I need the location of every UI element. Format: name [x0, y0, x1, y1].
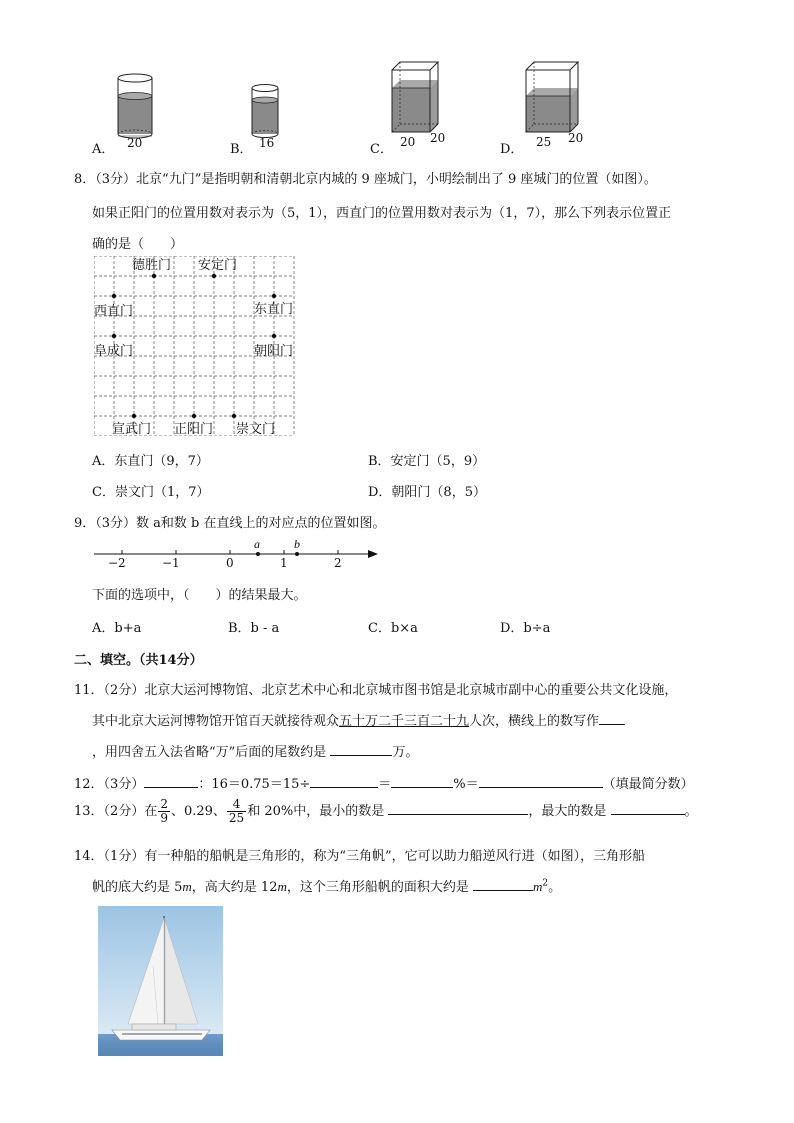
q11-line1: 11．（2分）北京大运河博物馆、北京艺术中心和北京城市图书馆是北京城市副中心的重要公共文化设施， [74, 683, 678, 698]
gate-desheng: 德胜门 [132, 258, 172, 273]
q7-dim-c: 20 [400, 135, 416, 149]
q8-option-c[interactable]: C．崇文门（1，7） [92, 485, 210, 500]
q14-unit-m-1: m [182, 879, 192, 894]
gate-anding: 安定门 [198, 258, 238, 273]
q14-end: 。 [548, 880, 562, 895]
q11-line2-post: 人次，横线上的数写作 [469, 714, 600, 729]
q7-dim-c2: 20 [430, 131, 446, 145]
gate-xuanwu: 宣武门 [112, 422, 152, 437]
q9-stem: 9．（3分）数 a和数 b 在直线上的对应点的位置如图。 [74, 516, 386, 531]
q13-blank-smallest[interactable] [388, 802, 528, 815]
q12-blank-4[interactable] [479, 775, 603, 788]
q14-line2-post: ，这个三角形船帆的面积大约是 [286, 880, 469, 895]
q13-mid2: 和 20%中，最小的数是 [247, 804, 385, 819]
q12-blank-2[interactable] [310, 775, 378, 788]
q8-option-b[interactable]: B．安定门（5，9） [368, 454, 486, 469]
q8-option-d[interactable]: D．朝阳门（8，5） [368, 485, 486, 500]
q13-f1-den: 9 [160, 811, 168, 825]
tick-label-2: 2 [334, 556, 342, 570]
q7-option-b-letter[interactable]: B． [230, 142, 253, 157]
q11-line3-text: ，用四舍五入法省略“万”后面的尾数约是 [92, 745, 327, 760]
q13-end: 。 [684, 804, 698, 819]
q7-dim-d2: 20 [568, 131, 584, 145]
q14-line2 [92, 876, 561, 895]
q11-line2 [92, 710, 625, 729]
q14-line2-pre: 帆的底大约是 5 [92, 880, 183, 895]
q14-unit-m-2: m [277, 879, 287, 894]
q11-line2-pre: 其中北京大运河博物馆开馆百天就接待观众 [92, 714, 340, 729]
q12-prefix: 12．（3分） [74, 777, 145, 792]
q8-stem-line3: 确的是（ ） [92, 237, 184, 252]
tick-label-0: 0 [226, 556, 234, 570]
q13-f1-num: 2 [160, 797, 168, 811]
q7-option-c-letter[interactable]: C． [370, 142, 393, 157]
q12-suffix: （填最简分数） [602, 777, 694, 792]
tick-label-neg2: −2 [108, 556, 126, 570]
q7-dim-b: 16 [259, 136, 275, 150]
gate-chaoyang: 朝阳门 [254, 344, 294, 359]
q13-mid3: ，最大的数是 [528, 804, 607, 819]
tick-label-neg1: −1 [162, 556, 180, 570]
q9-option-b[interactable]: B．b - a [228, 621, 280, 636]
q12-part2: ＝ [378, 777, 392, 792]
q8-gate-grid [94, 256, 296, 436]
q8-stem-line2: 如果正阳门的位置用数对表示为（5，1），西直门的位置用数对表示为（1，7），那么下列表示位置正 [92, 206, 672, 221]
q9-option-c[interactable]: C．b×a [368, 621, 418, 636]
q14-sup-2: 2 [542, 878, 549, 889]
q7-option-d-letter[interactable]: D． [500, 142, 524, 157]
gate-fucheng: 阜成门 [94, 344, 134, 359]
q13-f2-den: 25 [228, 811, 245, 825]
tick-label-1: 1 [280, 556, 288, 570]
q13-fraction-2 [227, 798, 246, 825]
gate-dongzhi: 东直门 [254, 302, 294, 317]
q13-blank-largest[interactable] [611, 802, 685, 815]
q11-answer-blank-2[interactable] [330, 743, 392, 756]
q9-number-line [92, 536, 384, 574]
q7-option-a-letter[interactable]: A． [92, 142, 115, 157]
q9-option-a[interactable]: A．b+a [92, 621, 142, 636]
q9-question: 下面的选项中，（ ）的结果最大。 [92, 588, 307, 603]
q8-stem-line1: 8．（3分）北京“九门”是指明朝和清朝北京内城的 9 座城门，小明绘制出了 9 座城门的位置（如图）。 [74, 172, 657, 187]
gate-zhengyang: 正阳门 [174, 422, 214, 437]
q12-line [74, 773, 694, 792]
q13-fraction-1 [158, 798, 170, 825]
q12-part1: ：16＝0.75＝15÷ [198, 777, 311, 792]
q14-unit-m2: m [533, 879, 543, 894]
sailboat-photo [98, 906, 223, 1056]
q11-underlined-number: 五十万二千三百二十九 [339, 714, 470, 729]
q12-blank-1[interactable] [144, 775, 198, 788]
q14-answer-blank[interactable] [473, 878, 533, 891]
q14-line2-mid: ，高大约是 12 [191, 880, 278, 895]
q9-option-d[interactable]: D．b÷a [500, 621, 551, 636]
point-b-label: b [294, 537, 300, 551]
q7-dim-a: 20 [127, 136, 143, 150]
q13-mid1: 、0.29、 [170, 804, 226, 819]
q11-line3-end: 万。 [392, 745, 419, 760]
q13-prefix: 13．（2分）在 [74, 804, 158, 819]
q7-dim-d: 25 [536, 135, 552, 149]
gate-chongwen: 崇文门 [236, 422, 276, 437]
q13-line [74, 798, 698, 825]
q12-part3: %＝ [453, 777, 479, 792]
q8-option-a[interactable]: A．东直门（9，7） [92, 454, 209, 469]
q13-f2-num: 4 [227, 798, 246, 812]
gate-xizhi: 西直门 [94, 304, 134, 319]
q11-answer-blank-1[interactable] [599, 712, 625, 725]
q11-line3 [92, 741, 418, 760]
section-heading-fill-in: 二、填空。（共14分） [74, 653, 203, 668]
q14-line1: 14．（1分）有一种船的船帆是三角形的，称为“三角帆”，它可以助力船逆风行进（如图），三角形船 [74, 849, 646, 864]
point-a-label: a [254, 537, 260, 551]
q12-blank-3[interactable] [391, 775, 453, 788]
